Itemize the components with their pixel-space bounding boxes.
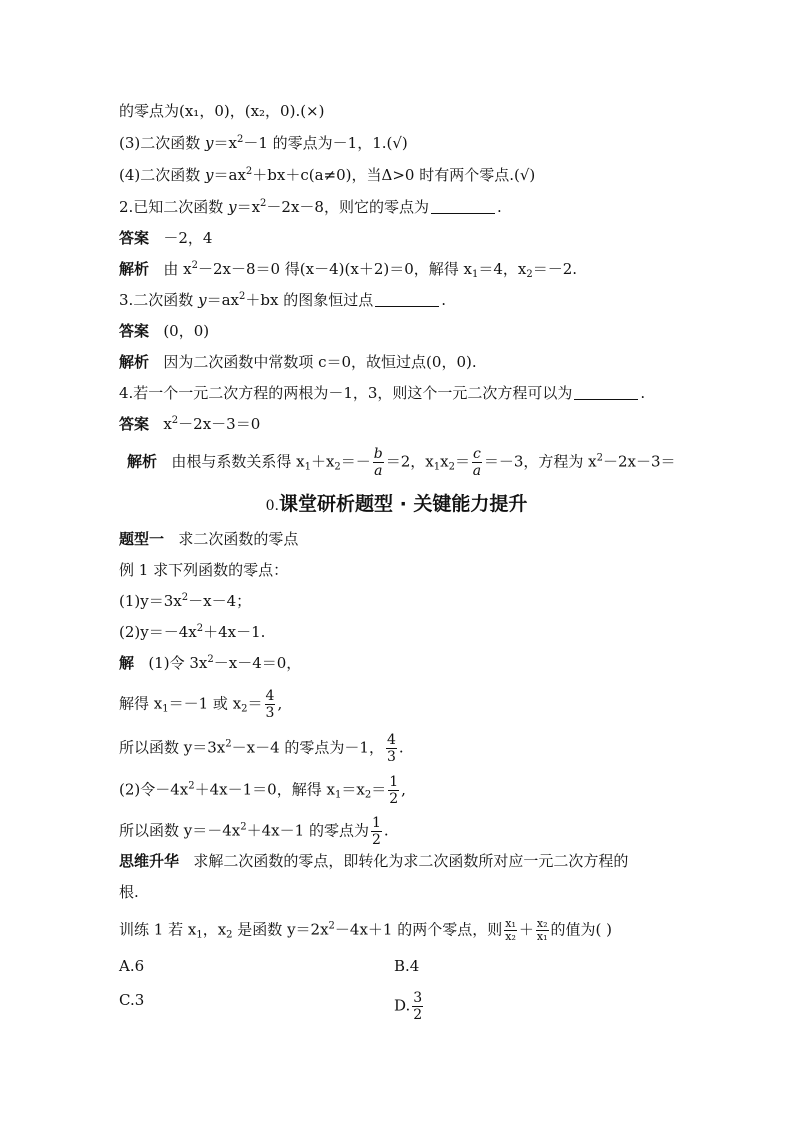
text-span: 0. [265,498,279,514]
text-span: (2)y＝－4x [119,623,197,641]
text-span: . [640,384,646,402]
text-span: . [383,821,389,840]
text-span: 2 [241,703,248,715]
text-span: 2 [207,654,214,665]
text-span: －2x－8＝0 得(x－4)(x＋2)＝0，解得 x [197,260,472,278]
text-span: ＝－2. [532,260,578,278]
text-span: . [496,198,502,216]
text-span: ＝ [247,694,263,713]
text-span: x₂ [536,917,548,930]
question-2 [119,197,502,217]
answer-line [119,321,209,341]
answer-line [119,228,212,248]
text-span: 2 [191,260,198,271]
solution-line [119,732,404,765]
text-span: 1 [471,269,479,280]
option-b [394,956,419,976]
text-span: ＋ [518,920,534,939]
text-span: (3)二次函数 [119,134,206,152]
answer-blank [574,385,638,400]
text-line [119,165,535,185]
text-span: 2 [181,592,189,603]
text-span: b [373,446,383,462]
text-line [119,622,265,642]
question-3 [119,290,446,310]
text-span: c [473,446,481,462]
text-span: －2x－8，则它的零点为 [266,198,429,216]
text-span: ＋x [310,452,335,471]
text-span: 2 [260,198,267,209]
text-span: y [205,134,214,152]
text-span: 3.二次函数 [119,291,199,309]
text-span: －2x－3＝0 [178,415,261,433]
text-span: ＝x [341,780,365,799]
text-span: 2 [328,920,335,932]
text-span: 的值为( ) [550,920,612,939]
text-span: x₂ [505,930,516,943]
text-span: 4 [265,688,275,704]
fraction [265,688,276,721]
text-span: ＝4，x [478,260,527,278]
text-span: , [277,694,283,713]
text-line [119,591,251,611]
text-span: x₁ [536,930,548,943]
text-span: 例 1 求下列函数的零点： [119,561,289,579]
text-span: －2，4 [163,229,213,247]
text-span: 求二次函数的零点 [178,530,299,548]
fraction [388,774,399,807]
text-span: 2 [371,832,381,848]
text-span: 3 [413,990,423,1006]
fraction [472,446,482,479]
text-span: 2 [526,269,533,280]
solution-line [119,653,301,673]
text-span: 2 [236,134,244,145]
text-span: a [374,463,383,479]
option-c [119,990,144,1010]
text-span: (4)二次函数 [119,166,206,184]
text-span: ＝2，x [385,452,434,471]
text-span: 2 [171,415,179,426]
text-span: 求解二次函数的零点，即转化为求二次函数所对应一元二次方程的 [193,852,629,870]
text-span: 2 [225,738,232,750]
text-span: －2x－3＝ [603,452,676,471]
text-span: 由根与系数关系得 x [171,452,305,471]
text-span: , [401,780,406,799]
fraction [504,918,517,943]
text-span: D. [394,996,411,1015]
text-span: 4.若一个一元二次方程的两根为－1，3，则这个一元二次方程可以为 [119,384,573,402]
text-span: 因为二次函数中常数项 c＝0，故恒过点(0，0). [163,353,477,371]
text-span: 的零点为(x₁，0)，(x₂，0).(×) [119,102,325,120]
text-span: 4 [386,732,396,748]
text-span: 所以函数 y＝－4x [119,821,241,840]
text-span: ＝x [236,198,261,216]
text-span: 答案 [119,229,150,247]
text-span: 2 [226,929,233,941]
text-span: ＋4x－1. [203,623,266,641]
answer-blank [375,292,439,307]
text-span: 解得 x [119,694,163,713]
option-d [394,990,425,1023]
fraction [371,815,382,848]
summary-line [119,851,628,871]
solution-line [119,774,406,807]
option-a [119,956,144,976]
text-span: 3 [386,749,396,765]
text-span: －x－4 的零点为－1， [231,738,384,757]
answer-line [119,414,260,434]
text-span: 1 [162,703,169,715]
fraction [386,732,397,765]
text-span: 答案 [119,322,150,340]
text-span: 解析 [119,353,150,371]
text-span: ＋4x－1＝0，解得 x [194,780,335,799]
text-span: 1 [304,461,311,473]
text-span: (2)令－4x [119,780,189,799]
answer-blank [431,199,495,214]
text-span: . [441,291,446,309]
text-span: 2 [596,452,604,464]
text-span: 思维升华 [119,852,180,870]
solution-line [119,815,389,848]
fraction [536,918,549,943]
text-span: 2 [188,780,195,792]
text-span: 3 [265,705,275,721]
text-span: 2 [364,789,372,801]
text-span: ＝－3，方程为 x [483,452,597,471]
text-span: 1 [334,789,342,801]
text-span: 解析 [127,452,158,471]
text-span: 1 [433,461,441,473]
exercise-1 [119,918,612,943]
text-span: 2 [413,1007,423,1023]
text-span: 课堂研析题型 · 关键能力提升 [278,493,528,515]
text-span: x [163,415,172,433]
text-span: (1)令 3x [148,654,208,672]
text-span: 解 [119,654,135,672]
text-span: 2 [334,461,341,473]
question-4 [119,383,645,403]
text-span: ＝ax [206,291,239,309]
text-span: x₁ [505,917,516,930]
text-span: －x－4＝0， [213,654,302,672]
text-span: ＋bx 的图象恒过点 [245,291,374,309]
text-span: 2 [196,623,204,634]
text-span: ＝ax [213,166,246,184]
text-span: 解析 [119,260,150,278]
topic-title [119,529,298,549]
text-span: －4x＋1 的两个零点，则 [334,920,503,939]
text-span: ＝－1 或 x [168,694,242,713]
analysis-line [119,259,577,279]
text-span: 1 [371,815,381,831]
section-heading [0,489,793,516]
fraction [412,990,423,1023]
solution-line [119,688,282,721]
text-span: 1 [196,929,203,941]
text-span: 训练 1 若 x [119,920,197,939]
text-span: 根. [119,883,139,901]
text-span: 2 [245,166,253,177]
text-span: a [472,463,482,479]
text-span: x [440,452,449,471]
text-span: 2 [389,791,399,807]
analysis-line [119,352,477,372]
text-span: 2 [238,291,246,302]
text-span: －1 的零点为－1，1.(√) [243,134,408,152]
text-span: 所以函数 y＝3x [119,738,226,757]
text-span: 答案 [119,415,150,433]
text-span: ＝x [213,134,237,152]
text-span: B.4 [394,957,420,975]
text-span: 2 [448,461,455,473]
text-span: 是函数 y＝2x [232,920,329,939]
text-span: 题型一 [119,530,165,548]
text-span: A.6 [119,957,145,975]
text-span: ＝ [455,452,471,471]
text-span: (0，0) [163,322,210,340]
text-span: y [228,198,237,216]
text-span: ＝－ [340,452,371,471]
text-span: 2 [240,821,247,833]
text-span: ＋4x－1 的零点为 [246,821,369,840]
text-span: 2.已知二次函数 [119,198,229,216]
text-span: 1 [389,774,399,790]
text-span: ＋bx＋c(a≠0)，当Δ>0 时有两个零点.(√) [252,166,536,184]
text-span: ＝ [371,780,387,799]
analysis-line [127,446,676,479]
text-span: (1)y＝3x [119,592,182,610]
text-span: ，x [202,920,227,939]
text-span: C.3 [119,991,145,1009]
text-span: y [198,291,207,309]
example-1 [119,560,288,580]
fraction [373,446,384,479]
text-span: 由 x [163,260,192,278]
text-span: . [398,738,404,757]
summary-line [119,882,139,902]
text-span: －x－4； [188,592,252,610]
text-line [119,133,408,153]
text-line [119,101,324,121]
text-span: y [205,166,214,184]
